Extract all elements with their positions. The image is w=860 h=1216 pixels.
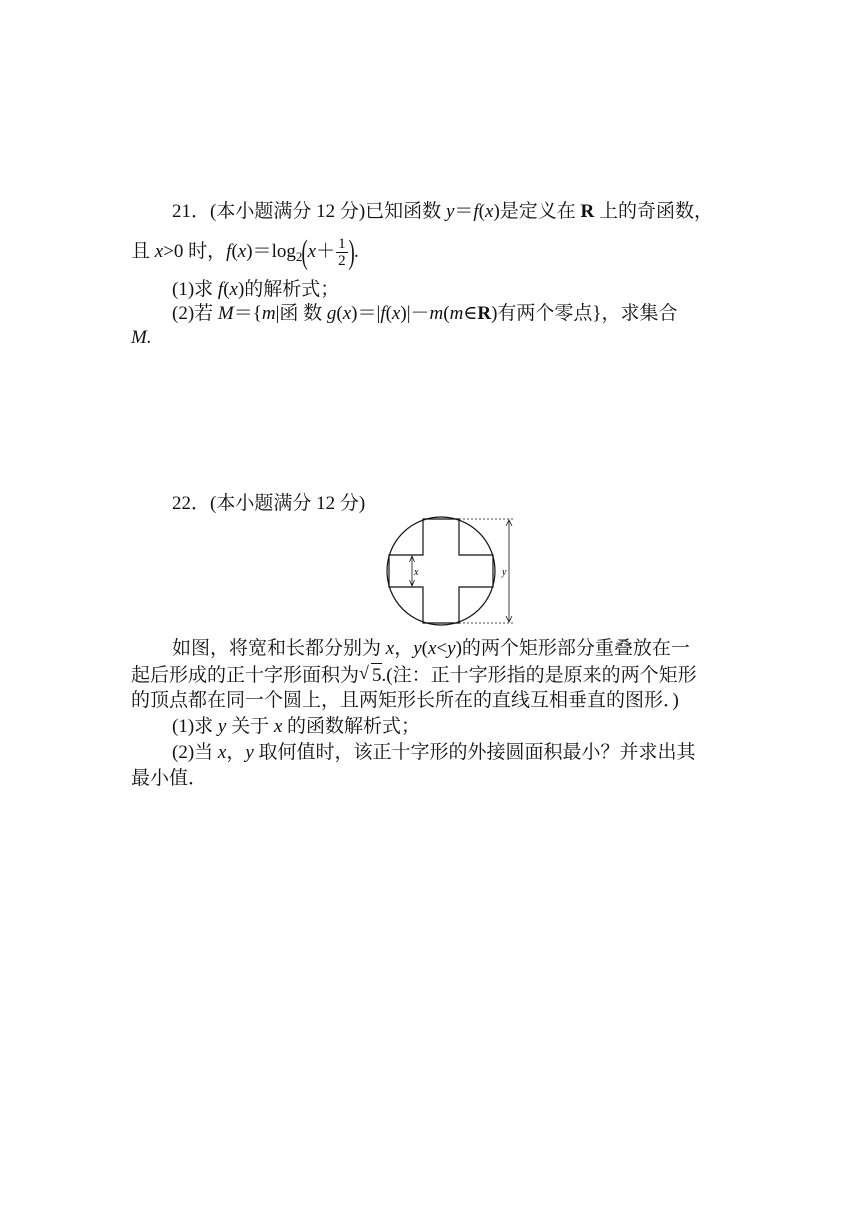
right-paren: ) (348, 233, 355, 271)
left-paren: ( (301, 233, 309, 271)
q21-part2-cont: M. (131, 327, 152, 348)
q22-part2-cont: 最小值． (131, 768, 208, 789)
q22-part1: (1)求 y 关于 x 的函数解析式； (172, 716, 421, 737)
q22-para-line1: 如图，将宽和长都分别为 x，y(x<y)的两个矩形部分重叠放在一 (172, 638, 690, 659)
cross-circle-figure (384, 516, 544, 628)
cross-shape (389, 519, 493, 623)
q21-part1: (1)求 f(x)的解析式； (172, 279, 340, 300)
q21-score: (本小题满分 12 分) (210, 201, 366, 222)
q21-line1: 21．(本小题满分 12 分)已知函数 y＝f(x)是定义在 R 上的奇函数， (172, 201, 714, 222)
y-label: y (502, 567, 507, 578)
x-label: x (414, 567, 419, 578)
q21-part2: (2)若 M＝{m|函 数 g(x)＝|f(x)|－m(m∈R)有两个零点}，求集合 (172, 303, 678, 324)
q22-part2: (2)当 x，y 取何值时，该正十字形的外接圆面积最小？并求出其 (172, 742, 696, 763)
circumscribed-circle (387, 517, 495, 625)
q22-score: (本小题满分 12 分) (210, 493, 366, 514)
q21-number: 21． (172, 201, 211, 222)
q21-line2: 且 x>0 时，$f(x)=\log_2(x+$ $\frac{1}{2}$ ). (131, 233, 359, 271)
sqrt-five: √ 5 (359, 663, 382, 686)
fraction-one-half: $\frac{1}{2}$ (338, 236, 346, 270)
q22-header (172, 492, 365, 516)
q22-number: 22． (172, 493, 211, 514)
q22-para-line2: 起后形成的正十字形面积为 √ 5.(注：正十字形指的是原来的两个矩形 (131, 663, 697, 686)
q22-para-line3: 的顶点都在同一个圆上，且两矩形长所在的直线互相垂直的图形．) (131, 690, 679, 711)
